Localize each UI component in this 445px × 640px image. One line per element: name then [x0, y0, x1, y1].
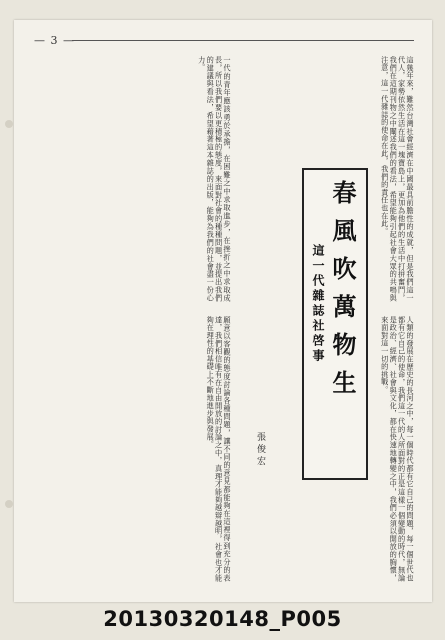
article-title: 春風吹萬物生: [328, 180, 357, 408]
article-subtitle: 這一代雜誌社啓事: [311, 244, 325, 364]
binding-hole: [5, 120, 13, 128]
author-name: 張俊宏: [255, 432, 265, 468]
binding-hole: [5, 500, 13, 508]
title-box: [302, 168, 368, 480]
page-number: — 3 —: [34, 34, 75, 47]
body-column-left-top: 一代的青年應該勇於承擔，在困難之中求取進步，在挫折之中求取成長，所以我們要以更積極的態度，來面對社會的種種問題，並提出我們的建議與看法，希望藉著這本雜誌的出版，能夠為我們的社會盡一份心力。: [197, 56, 232, 302]
body-column-right-top: 這幾年來，難然台灣社會經濟在中國最具前膽性的成就，但是我們這一代人，家勢依然生活在這一塊寶島上，更加為他們的生活中打拼奮鬥，我們在這期刊物之中闡述我們的看法，希望能夠引起社會大眾的共鳴與注意，這一代雜誌的使命在此，我們的責任也在此。: [380, 56, 415, 302]
header-rule: [72, 40, 414, 41]
magazine-page: [14, 20, 432, 602]
archive-caption: 20130320148_P005: [103, 607, 342, 631]
body-column-left-bottom: 願意以客觀的態度討論各種問題，讓不同的意見都能夠在這裡得到充分的表達，我們相信唯有在自由開放的討論之中，真理才能夠越辯越明，社會也才能夠在理性的基礎上不斷地進步與發展。: [206, 316, 232, 582]
body-column-right-bottom: 人類的發展在歷史的長河之中，每一個時代都有它自己的問題，每一個世代也都有它自己的使命，我們這一代的人所面對的正是這樣一個變動的時代，無論是政治、經濟、社會與文化，都在快速地轉變之中，我們必須以開放的胸懷，來面對這一切的挑戰。: [380, 316, 415, 582]
